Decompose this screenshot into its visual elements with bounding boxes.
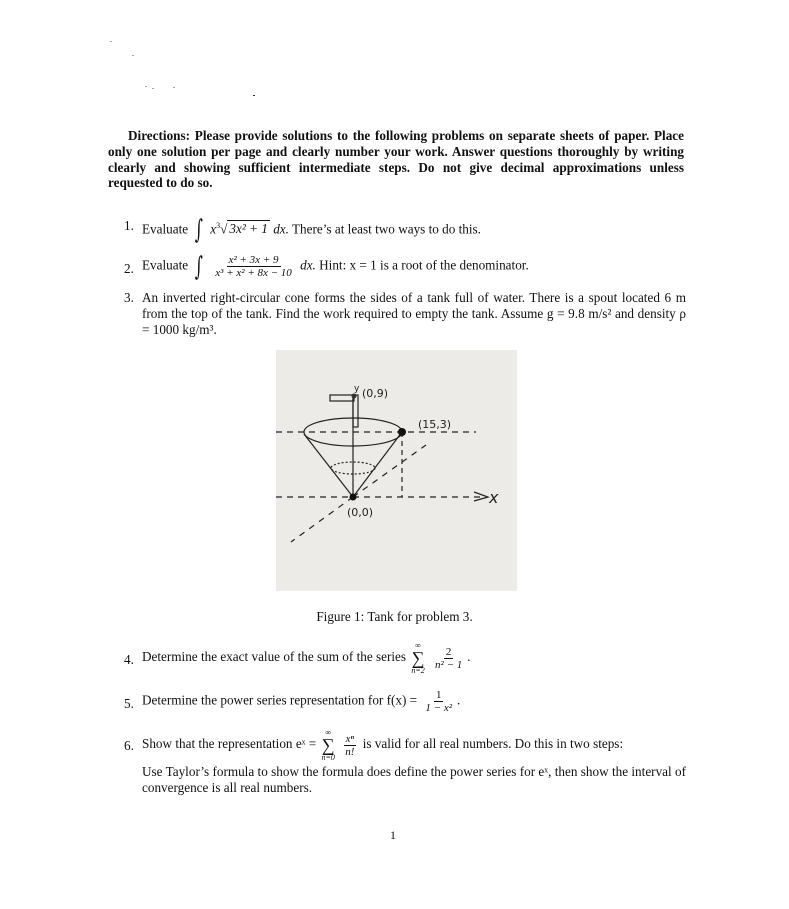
integral-sign: ∫ — [195, 215, 204, 246]
directions-label: Directions: — [128, 128, 191, 143]
denominator: 1 − x² — [425, 702, 453, 714]
z-axis-line — [291, 497, 353, 542]
problem-4 — [124, 641, 686, 675]
numerator: x² + 3x + 9 — [228, 254, 279, 266]
page-number: 1 — [390, 828, 396, 842]
problem-continuation: Use Taylor’s formula to show the formula does define the power series for eˣ, then show the interval of convergence is all real numbers. — [142, 764, 686, 795]
origin-point — [350, 494, 357, 501]
top-point — [352, 394, 357, 399]
problem-prefix: Evaluate — [142, 221, 189, 237]
numerator: xⁿ — [345, 732, 354, 745]
problem-prefix: Show that the representation eˣ = — [142, 736, 317, 752]
problem-suffix: . — [467, 649, 471, 665]
problem-number: 3. — [124, 290, 134, 305]
problem-suffix: There’s at least two ways to do this. — [292, 221, 481, 237]
directions-text: Please provide solutions to the following problems on separate sheets of paper. Place only one solution per page and clearly number your work. Answer questions thoroughly by writing clearly and showing sufficient intermediate steps. Do not give decimal approximations unless requested to do so. — [108, 128, 685, 191]
denominator: x³ + x² + 8x − 10 — [215, 267, 292, 279]
differential: dx. — [300, 257, 316, 273]
numerator: 1 — [435, 689, 442, 701]
sqrt-content: 3x² + 1 — [229, 221, 268, 237]
denominator: n! — [345, 745, 355, 758]
problem-prefix: Determine the exact value of the sum of the series — [142, 649, 407, 665]
problem-suffix: is valid for all real numbers. Do this in two steps: — [362, 736, 624, 752]
fraction — [343, 733, 356, 758]
spout-horizontal — [330, 395, 354, 401]
problem-6 — [124, 728, 686, 796]
summation — [411, 641, 424, 675]
x-axis-label: x — [489, 488, 499, 507]
sum-upper: ∞ — [415, 641, 421, 650]
problem-suffix: . — [457, 692, 461, 708]
figure-caption: Figure 1: Tank for problem 3. — [316, 609, 473, 624]
sum-lower: n=0 — [321, 753, 335, 762]
tank-figure — [276, 350, 517, 591]
problem-5 — [124, 689, 686, 714]
fraction — [433, 646, 464, 671]
problem-text: An inverted right-circular cone forms the sides of a tank full of water. There is a spout located 6 m from the top of the tank. Find the work required to empty the tank. Assume g = 9.8 m/s² and density ρ = 1000 kg/m³. — [142, 290, 686, 337]
problem-3 — [124, 290, 686, 337]
rim-point-label: (15,3) — [418, 418, 452, 431]
cone-right-side — [353, 432, 402, 497]
problem-number: 2. — [124, 261, 134, 276]
integrand-x: x — [210, 221, 217, 237]
problem-number: 5. — [124, 696, 134, 711]
fraction — [213, 254, 294, 279]
top-point-label: (0,9) — [362, 387, 389, 400]
fraction — [423, 689, 454, 714]
problem-1: 1. Evaluate ∫ $x^3√$ 3x² + 1 dx. There’s at least two ways to do this. — [124, 215, 481, 246]
integral-sign: ∫ — [195, 251, 204, 282]
origin-label: (0,0) — [347, 506, 374, 519]
problem-prefix: Determine the power series representation for f(x) = — [142, 692, 418, 708]
denominator: n² − 1 — [435, 658, 463, 671]
problem-number: 4. — [124, 652, 134, 667]
problem-prefix: Evaluate — [142, 257, 189, 273]
sum-upper: ∞ — [325, 728, 332, 737]
problem-number: 6. — [124, 738, 134, 753]
problem-2 — [124, 251, 686, 282]
differential: dx. — [273, 221, 289, 237]
cone-left-side — [304, 434, 353, 497]
tank-drawing — [276, 350, 517, 591]
sigma-icon: ∑ — [321, 735, 335, 755]
summation — [322, 728, 335, 762]
rim-point — [398, 428, 406, 436]
problem-number: 1. — [124, 218, 134, 233]
z-axis-upper — [353, 445, 426, 497]
sum-lower: n=2 — [411, 666, 425, 675]
sigma-icon: ∑ — [411, 648, 425, 668]
y-axis-label: y — [354, 384, 360, 394]
problem-suffix: Hint: x = 1 is a root of the denominator. — [319, 257, 529, 273]
directions-paragraph — [108, 128, 684, 191]
sqrt-sign: √ — [220, 221, 228, 237]
numerator: 2 — [445, 645, 452, 658]
